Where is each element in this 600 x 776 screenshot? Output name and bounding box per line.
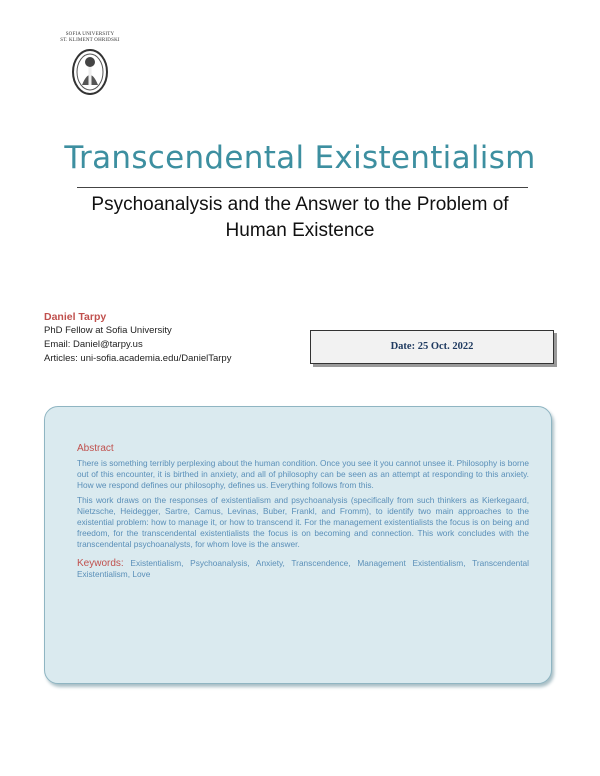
publication-date: Date: 25 Oct. 2022: [390, 341, 474, 352]
university-seal-icon: [70, 47, 110, 97]
abstract-paragraph-2: This work draws on the responses of existentialism and psychoanalysis (specifically from such thinkers as Kierkegaard, Nietzsche, Heidegger, Sartre, Camus, Levinas, Buber, Frankl, and Fromm), to identify two main approaches to the existential problem: how to manage it, or how to transcend it. For the management existentialists the focus is on being and freedom, for the transcendental existentialists the focus is on becoming and connection. This work concludes with the transcendental psychoanalysts, for whom love is the answer.: [77, 495, 529, 549]
abstract-paragraph-1: There is something terribly perplexing about the human condition. Once you see it you cannot unsee it. Philosophy is borne out of this encounter, it is birthed in anxiety, and all of philosophy can be seen as an attempt at responding to this anxiety. How we respond defines our philosophy, defines us. Everything follows from this.: [77, 458, 529, 490]
author-articles: Articles: uni-sofia.academia.edu/DanielTarpy: [44, 353, 232, 364]
title-divider: [77, 187, 528, 188]
paper-subtitle: [60, 192, 540, 244]
author-affiliation: PhD Fellow at Sofia University: [44, 325, 172, 336]
subtitle-line-2: Human Existence: [225, 220, 375, 241]
keywords-list: Existentialism, Psychoanalysis, Anxiety, Transcendence, Management Existentialism, Transcendental Existentialism, Love: [77, 558, 529, 580]
abstract-heading: Abstract: [77, 443, 114, 454]
abstract-box: [44, 406, 552, 684]
author-name: Daniel Tarpy: [44, 311, 107, 323]
paper-title: Transcendental Existentialism: [64, 140, 536, 176]
university-name-line2: ST. KLIMENT OHRIDSKI: [60, 38, 120, 43]
author-block: [44, 310, 231, 366]
date-box: [310, 330, 554, 364]
author-email: Email: Daniel@tarpy.us: [44, 339, 143, 350]
subtitle-line-1: Psychoanalysis and the Answer to the Problem of: [91, 194, 509, 215]
university-logo: [52, 32, 128, 97]
university-name-line1: SOFIA UNIVERSITY: [65, 32, 115, 37]
keywords: [77, 558, 529, 580]
keywords-label: Keywords:: [77, 558, 124, 570]
